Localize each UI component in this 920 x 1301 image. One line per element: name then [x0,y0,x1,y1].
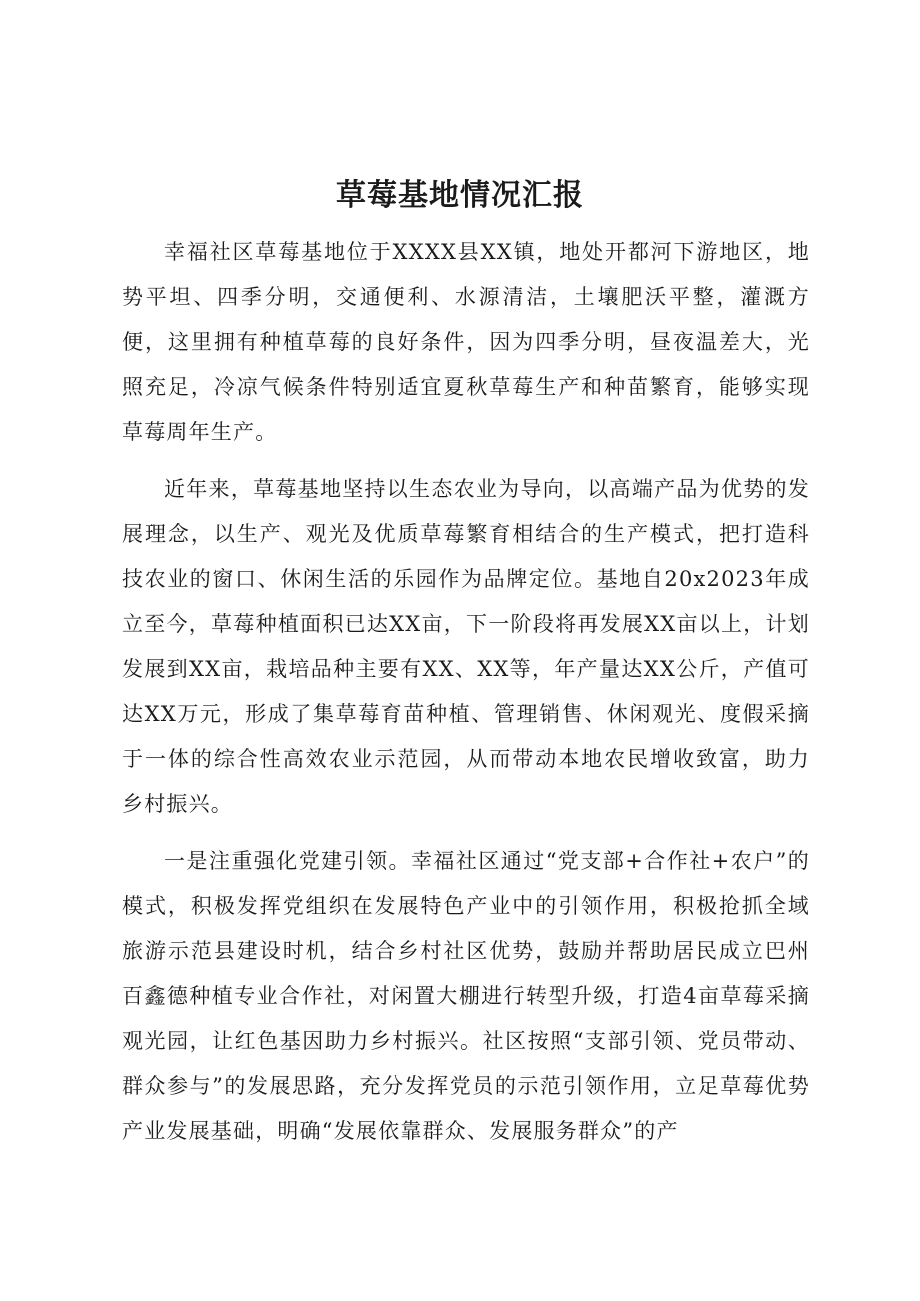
document-title: 草莓基地情况汇报 [336,178,584,213]
paragraph-party-leadership: 一是注重强化党建引领。幸福社区通过“党支部+合作社+农户”的模式，积极发挥党组织在发展特色产业中的引领作用，积极抢抓全域旅游示范县建设时机，结合乡村社区优势，鼓励并帮助居民成立巴州百鑫德种植专业合作社，对闲置大棚进行转型升级，打造4亩草莓采摘观光园，让红色基因助力乡村振兴。社区按照“支部引领、党员带动、群众参与”的发展思路，充分发挥党员的示范引领作用，立足草莓优势产业发展基础，明确“发展依靠群众、发展服务群众”的产 [122,849,810,1143]
paragraph-development: 近年来，草莓基地坚持以生态农业为导向，以高端产品为优势的发展理念，以生产、观光及优质草莓繁育相结合的生产模式，把打造科技农业的窗口、休闲生活的乐园作为品牌定位。基地自20x2023年成立至今，草莓种植面积已达XX亩，下一阶段将再发展XX亩以上，计划发展到XX亩，栽培品种主要有XX、XX等，年产量达XX公斤，产值可达XX万元，形成了集草莓育苗种植、管理销售、休闲观光、度假采摘于一体的综合性高效农业示范园，从而带动本地农民增收致富，助力乡村振兴。 [122,477,810,816]
paragraph-location: 幸福社区草莓基地位于XXXX县XX镇，地处开都河下游地区，地势平坦、四季分明，交通便利、水源清洁，土壤肥沃平整，灌溉方便，这里拥有种植草莓的良好条件，因为四季分明，昼夜温差大，光照充足，冷凉气候条件特别适宜夏秋草莓生产和种苗繁育，能够实现草莓周年生产。 [122,240,810,444]
document-body [122,230,810,1166]
